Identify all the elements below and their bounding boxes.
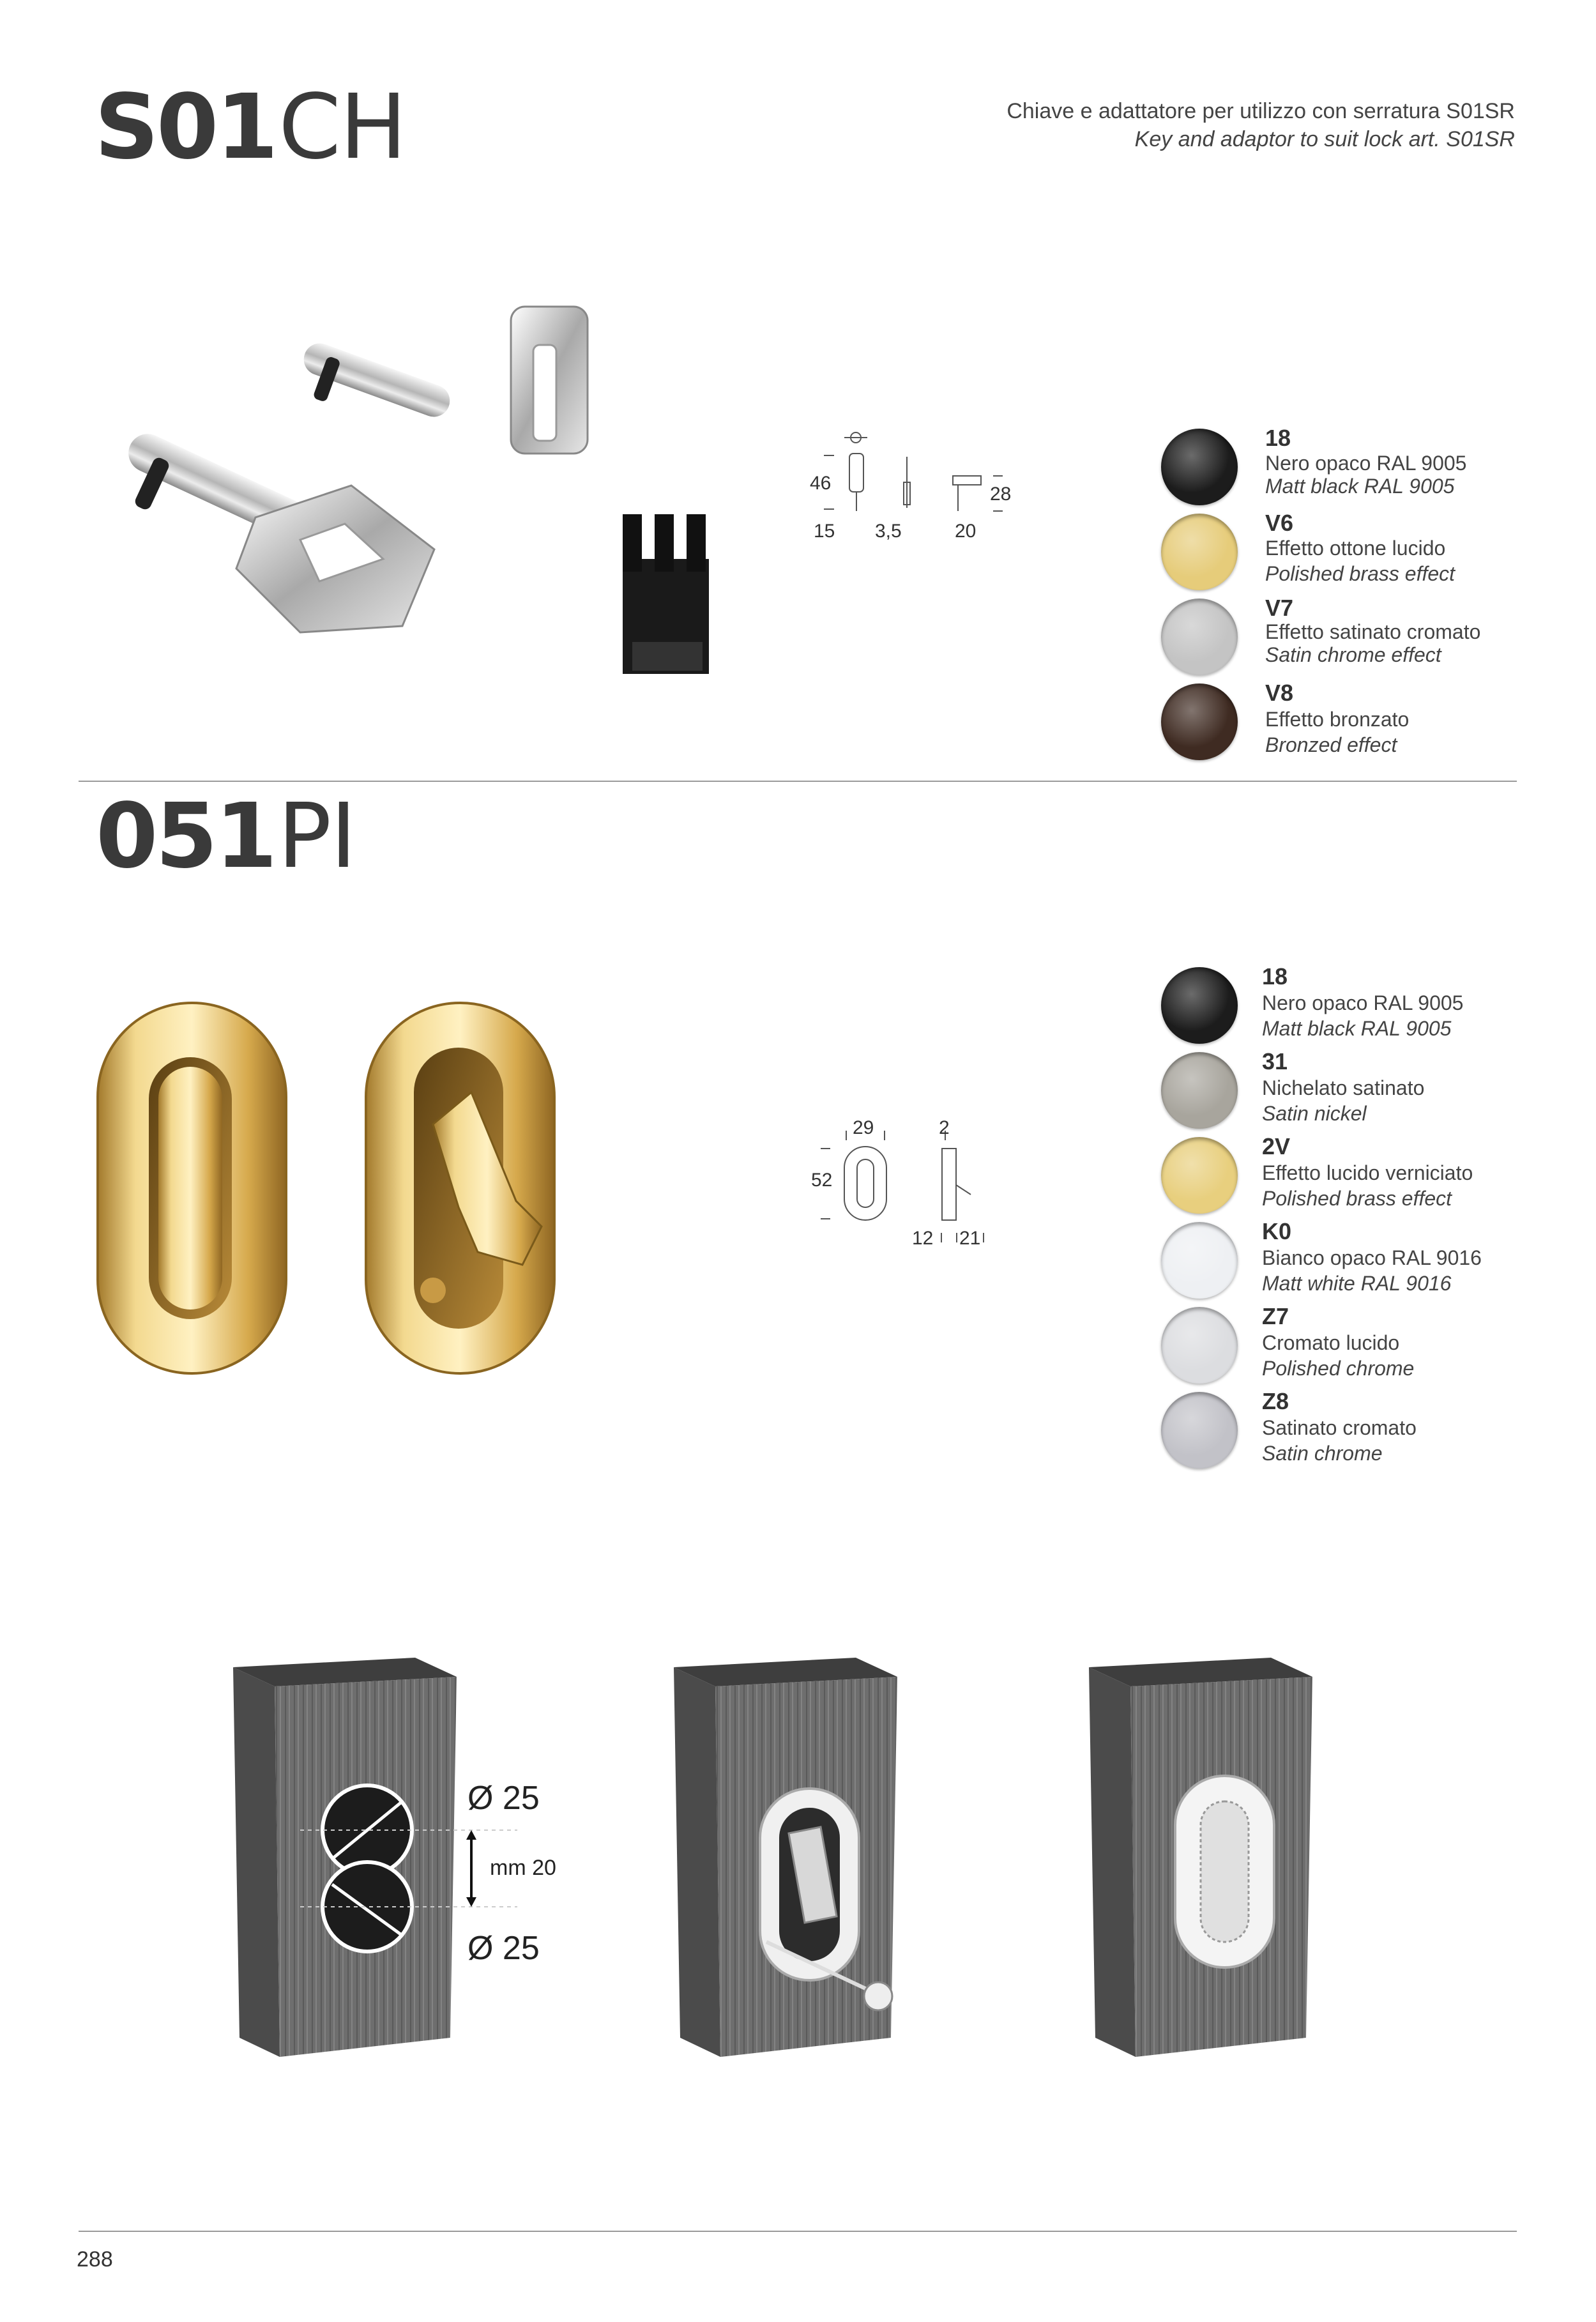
privacy-pull — [366, 1003, 554, 1373]
finish-item — [1161, 1133, 1544, 1216]
product-suffix: PI — [277, 784, 356, 889]
description-italian: Chiave e adattatore per utilizzo con serratura S01SR — [1007, 99, 1515, 123]
finish-swatch — [1161, 1222, 1238, 1299]
finish-code: Z7 — [1262, 1303, 1289, 1329]
finish-item — [1161, 1388, 1544, 1471]
dim-length: 20 — [955, 521, 977, 542]
finish-italian: Effetto ottone lucido — [1265, 537, 1446, 560]
dim-height: 46 — [810, 473, 832, 494]
finish-swatch — [1161, 429, 1238, 505]
finish-code: 2V — [1262, 1133, 1291, 1159]
product-title-051 — [96, 784, 355, 889]
installation-diagrams — [230, 1648, 1316, 2070]
spacing-label: mm 20 — [490, 1856, 556, 1880]
dim-width: 15 — [814, 521, 835, 542]
finish-swatch — [1161, 514, 1238, 590]
flush-pull — [98, 1003, 286, 1373]
dim-depth-a: 12 — [912, 1228, 934, 1249]
finish-english: Satin chrome effect — [1265, 643, 1441, 666]
product-suffix: CH — [278, 75, 406, 179]
finish-italian: Effetto satinato cromato — [1265, 620, 1481, 643]
finish-code: 31 — [1262, 1048, 1288, 1074]
dim-height: 52 — [811, 1170, 833, 1191]
finish-swatch — [1161, 967, 1238, 1044]
finish-english: Satin nickel — [1262, 1102, 1367, 1125]
product-code: S01 — [95, 75, 276, 179]
s01-product-image — [109, 294, 734, 690]
page-number: 288 — [77, 2247, 113, 2272]
finish-swatch — [1161, 599, 1238, 675]
key-small — [300, 307, 588, 454]
product-code: 051 — [96, 784, 275, 889]
finish-english: Bronzed effect — [1265, 733, 1397, 756]
finish-italian: Nichelato satinato — [1262, 1076, 1425, 1099]
finish-swatch — [1161, 684, 1238, 760]
finish-item — [1161, 510, 1544, 593]
finish-item — [1161, 595, 1544, 678]
finish-english: Matt black RAL 9005 — [1265, 475, 1455, 498]
finish-item — [1161, 1303, 1544, 1386]
section-divider — [79, 781, 1517, 782]
finish-english: Polished brass effect — [1265, 562, 1455, 585]
finish-english: Polished chrome — [1262, 1357, 1415, 1380]
finish-italian: Effetto bronzato — [1265, 708, 1410, 731]
finish-swatch — [1161, 1392, 1238, 1469]
finish-code: 18 — [1262, 963, 1288, 989]
finish-code: V7 — [1265, 595, 1294, 621]
finish-code: Z8 — [1262, 1388, 1289, 1414]
finish-italian: Nero opaco RAL 9005 — [1262, 991, 1464, 1014]
finish-code: K0 — [1262, 1218, 1292, 1244]
dim-depth: 28 — [990, 484, 1012, 505]
product-title-s01 — [95, 75, 406, 179]
dim-width: 29 — [853, 1117, 874, 1138]
finish-english: Matt black RAL 9005 — [1262, 1017, 1452, 1040]
diameter-top-label: Ø 25 — [467, 1780, 540, 1817]
finish-item — [1161, 680, 1544, 763]
finish-swatch — [1161, 1307, 1238, 1384]
finish-swatch — [1161, 1137, 1238, 1214]
finish-english: Polished brass effect — [1262, 1187, 1452, 1210]
dim-depth-b: 21 — [959, 1228, 981, 1249]
finish-code: 18 — [1265, 425, 1291, 451]
s01-finish-list — [1161, 425, 1544, 770]
finish-swatch — [1161, 1052, 1238, 1129]
finish-item — [1161, 1048, 1544, 1131]
finish-italian: Bianco opaco RAL 9016 — [1262, 1246, 1482, 1269]
product-description-s01 — [812, 97, 1515, 153]
description-english: Key and adaptor to suit lock art. S01SR — [1134, 127, 1515, 151]
finish-code: V6 — [1265, 510, 1294, 536]
finish-italian: Satinato cromato — [1262, 1416, 1417, 1439]
finish-italian: Cromato lucido — [1262, 1331, 1400, 1354]
drilling-block — [233, 1658, 517, 2057]
finish-item — [1161, 425, 1544, 508]
finish-italian: Effetto lucido verniciato — [1262, 1161, 1473, 1184]
p051-product-image — [95, 997, 567, 1380]
privacy-installed-block — [674, 1658, 897, 2057]
key-large — [122, 427, 434, 632]
p051-finish-list — [1161, 963, 1544, 1474]
dim-thickness: 2 — [939, 1117, 950, 1138]
finish-item — [1161, 963, 1544, 1046]
finish-english: Satin chrome — [1262, 1442, 1383, 1465]
finish-english: Matt white RAL 9016 — [1262, 1272, 1452, 1295]
finish-italian: Nero opaco RAL 9005 — [1265, 452, 1467, 475]
flush-installed-block — [1089, 1658, 1312, 2057]
dim-thickness: 3,5 — [875, 521, 902, 542]
finish-code: V8 — [1265, 680, 1294, 706]
finish-item — [1161, 1218, 1544, 1301]
diameter-bottom-label: Ø 25 — [467, 1930, 540, 1967]
footer-divider — [79, 2231, 1517, 2232]
adapter — [623, 514, 709, 674]
